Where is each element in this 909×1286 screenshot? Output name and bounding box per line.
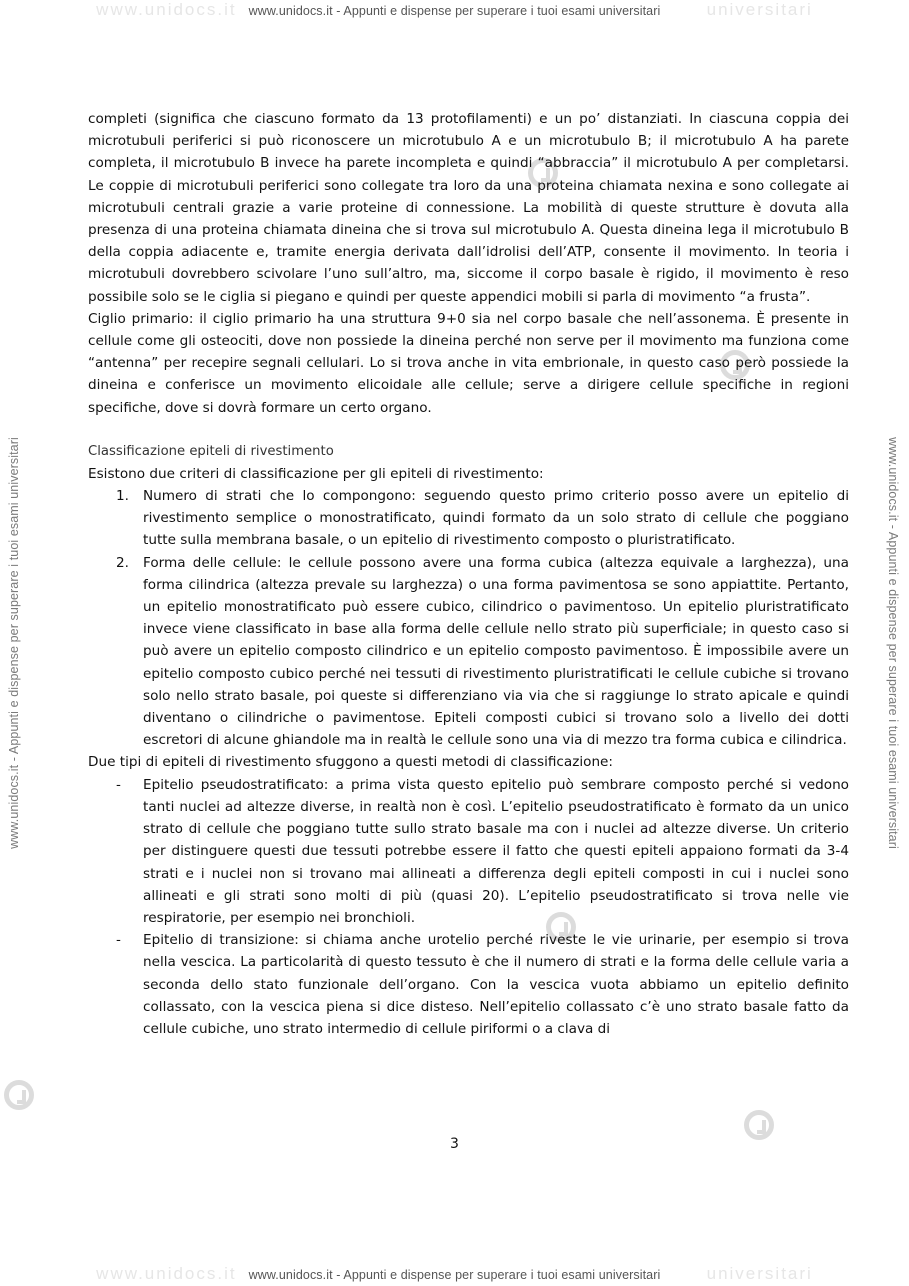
- list-item: [88, 929, 849, 1040]
- exceptions-list: [88, 774, 849, 1040]
- list-marker: 2.: [116, 554, 129, 571]
- list-item: [88, 774, 849, 929]
- watermark-header-text: www.unidocs.it - Appunti e dispense per superare i tuoi esami universitari: [248, 4, 661, 18]
- section-heading: Classificazione epiteli di rivestimento: [88, 443, 334, 459]
- list-marker: -: [116, 932, 121, 949]
- criteria-list: [88, 485, 849, 751]
- list-item-text: Forma delle cellule: le cellule possono avere una forma cubica (altezza equivale a larghezza), una forma cilindrica (altezza prevale su larghezza) o una forma pavimentosa se sono appiattite. Pertanto, un epitelio monostratificato può essere cubico, cilindrico o pavimentoso. Un epitelio pluristratificato invece viene classificato in base alla forma delle cellule nello strato più superficiale; in questo caso si può avere un epitelio composto cilindrico e un epitelio composto pavimentoso. È impossibile avere un epitelio composto cubico perché nei tessuti di rivestimento pluristratificati le cellule cubiche si trovano solo nello strato basale, poi queste si differenziano via via che si raggiunge lo strato apicale e quindi diventano o cilindriche o pavimentose. Epiteli composti cubici si trovano solo a livello dei dotti escretori di alcune ghiandole ma in realtà le cellule sono una via di mezzo tra forma cubica e cilindrica.: [143, 554, 849, 749]
- criteria-intro: Esistono due criteri di classificazione per gli epiteli di rivestimento:: [88, 465, 544, 482]
- list-item-text: Epitelio pseudostratificato: a prima vista questo epitelio può sembrare composto perché si vedono tanti nuclei ad altezze diverse, in realtà non è così. L’epitelio pseudostratificato è formato da un unico strato di cellule che poggiano tutte sullo strato basale ma con i nuclei ad altezze diverse. Un criterio per distinguere questi due tessuti potrebbe essere il fatto che questi epiteli appaiono formati da 3-4 strati e i nuclei non si trovano mai allineati a differenza degli epiteli composti in cui i nuclei sono allineati e gli strati sono molti di più (quasi 20). L’epitelio pseudostratificato si trova nelle vie respiratorie, per esempio nei bronchioli.: [143, 776, 849, 926]
- list-item: [88, 485, 849, 552]
- list-item-text: Epitelio di transizione: si chiama anche urotelio perché riveste le vie urinarie, per esempio si trova nella vescica. La particolarità di questo tessuto è che il numero di strati e la forma delle cellule varia a seconda dello stato funzionale dell’organo. Con la vescica vuota abbiamo un epitelio definito collassato, con la vescica piena si dice disteso. Nell’epitelio collassato c’è uno strato basale fatto da cellule cubiche, uno strato intermedio di cellule piriformi o a clava di: [143, 932, 849, 1037]
- list-item-text: Numero di strati che lo compongono: seguendo questo primo criterio posso avere un epitelio di rivestimento semplice o monostratificato, quindi formato da un solo strato di cellule che poggiano tutte sulla membrana basale, o un epitelio di rivestimento composto o pluristratificato.: [143, 488, 849, 549]
- unidocs-logo-icon: [4, 1080, 34, 1110]
- watermark-ghost-text: www.unidocs.it universitari: [96, 0, 813, 19]
- page-number: 3: [450, 1136, 459, 1152]
- list-marker: -: [116, 776, 121, 793]
- watermark-ghost-text: www.unidocs.it universitari: [96, 1264, 813, 1283]
- page-body: [88, 108, 849, 1040]
- ciglio-primario-paragraph: Ciglio primario: il ciglio primario ha una struttura 9+0 sia nel corpo basale che nell’assonema. È presente in cellule come gli osteociti, dove non possiede la dineina perché non serve per il movimento ma funziona come “antenna” per recepire segnali cellulari. Lo si trova anche in vita embrionale, in questo caso però possiede la dineina e conferisce un movimento elicoidale alle cellule; serve a dirigere cellule specifiche in regioni specifiche, dove si dovrà formare un certo organo.: [88, 310, 849, 416]
- watermark-side-left: www.unidocs.it - Appunti e dispense per superare i tuoi esami universitari: [7, 437, 21, 849]
- list-marker: 1.: [116, 488, 129, 505]
- watermark-footer-text: www.unidocs.it - Appunti e dispense per superare i tuoi esami universitari: [248, 1268, 661, 1282]
- exceptions-intro: Due tipi di epiteli di rivestimento sfuggono a questi metodi di classificazione:: [88, 754, 614, 771]
- intro-paragraph: completi (significa che ciascuno formato da 13 protofilamenti) e un po’ distanziati. In ciascuna coppia dei microtubuli periferici si può riconoscere un microtubulo A e un microtubulo B; il microtubulo A ha parete completa, il microtubulo B invece ha parete incompleta e quindi “abbraccia” il microtubulo A per completarsi. Le coppie di microtubuli periferici sono collegate tra loro da una proteina chiamata nexina e sono collegate ai microtubuli centrali grazie a varie proteine di connessione. La mobilità di queste strutture è dovuta alla presenza di una proteina chiamata dineina che si trova sul microtubulo A. Questa dineina lega il microtubulo B della coppia adiacente e, tramite energia derivata dall’idrolisi dell’ATP, consente il movimento. In teoria i microtubuli dovrebbero scivolare l’uno sull’altro, ma, siccome il corpo basale è rigido, il movimento è reso possibile solo se le ciglia si piegano e quindi per queste appendici mobili si parla di movimento “a frusta”.: [88, 111, 849, 305]
- list-item: [88, 552, 849, 752]
- watermark-side-right: www.unidocs.it - Appunti e dispense per superare i tuoi esami universitari: [886, 437, 900, 849]
- watermark-header: [0, 0, 909, 19]
- watermark-footer: [0, 1264, 909, 1283]
